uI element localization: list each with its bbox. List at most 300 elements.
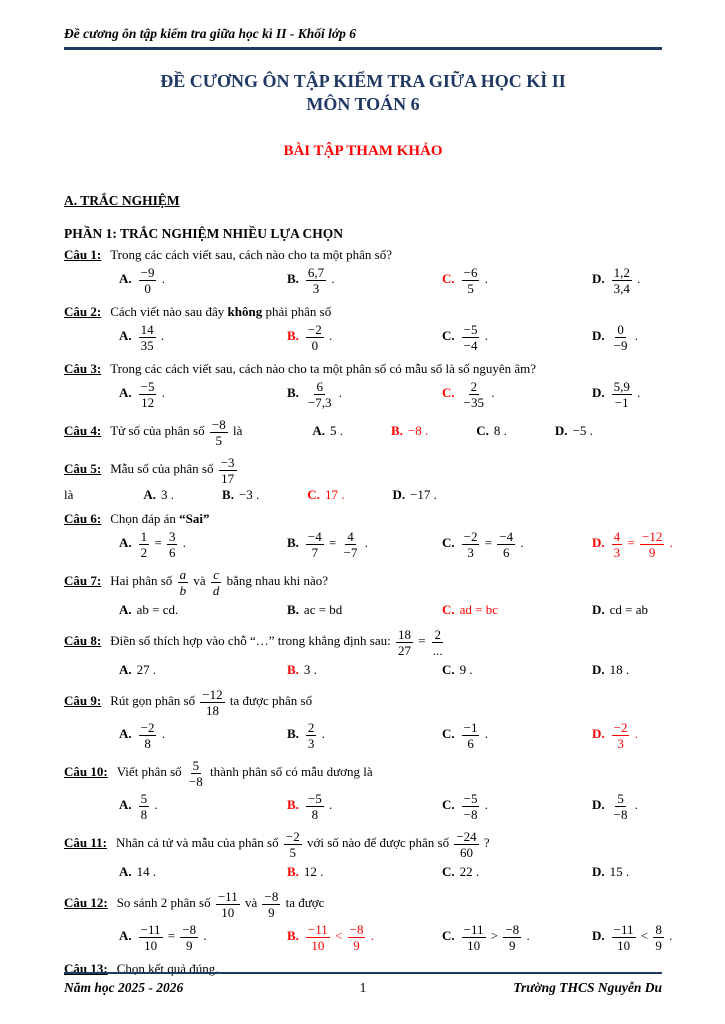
question-label: Câu 8: <box>64 633 102 649</box>
option-letter: A. <box>119 726 132 742</box>
fraction-numerator: −12 <box>202 687 223 702</box>
option-content <box>460 922 530 953</box>
fraction <box>640 530 664 559</box>
fraction-numerator: −2 <box>613 720 628 735</box>
fraction-numerator: 5 <box>140 791 148 806</box>
option-content <box>610 529 673 560</box>
text-segment: 5 . <box>330 423 343 439</box>
text-segment: = <box>415 633 429 649</box>
option-content <box>460 864 480 879</box>
text-segment: Điền số thích hợp vào chỗ “…” trong khẳng định sau: <box>110 633 394 649</box>
fraction-numerator: −11 <box>307 922 328 937</box>
options-row <box>119 265 662 296</box>
text-segment: . <box>487 385 495 401</box>
fraction-denominator: 60 <box>460 845 473 860</box>
question-line <box>64 889 662 920</box>
option-letter: C. <box>442 662 455 677</box>
text-segment: . <box>158 726 165 742</box>
question-line <box>64 567 662 598</box>
fraction-numerator: 6 <box>316 379 323 394</box>
fraction <box>139 530 150 559</box>
fraction-denominator: 9 <box>509 938 516 953</box>
fraction <box>306 266 326 295</box>
option-a <box>119 662 287 678</box>
option-content <box>325 487 345 502</box>
option-content <box>137 922 207 953</box>
doc-subtitle: BÀI TẬP THAM KHẢO <box>283 143 443 159</box>
question-prompt <box>110 304 331 319</box>
fraction <box>211 568 222 597</box>
option-b <box>287 322 442 353</box>
fraction-numerator: −4 <box>499 529 514 544</box>
option-d <box>592 322 662 353</box>
option-a <box>312 423 343 438</box>
text-segment: 3 . <box>303 662 317 677</box>
text-segment: 17 . <box>324 487 345 502</box>
fraction-numerator: 18 <box>398 627 411 642</box>
question-prompt <box>115 829 490 860</box>
text-segment: . <box>151 797 158 813</box>
fraction-denominator: d <box>212 583 220 598</box>
option-letter: B. <box>287 928 299 944</box>
option-d <box>592 720 662 751</box>
fraction-denominator: −8 <box>188 774 203 789</box>
option-b <box>287 791 442 822</box>
text-segment: “Sai” <box>179 511 210 526</box>
option-c <box>442 322 592 353</box>
text-segment: thành phân số có mẫu dương là <box>206 764 373 780</box>
fraction <box>139 792 150 821</box>
doc-title-line2: MÔN TOÁN 6 <box>306 94 420 114</box>
text-segment: = <box>164 928 179 944</box>
fraction <box>178 568 189 597</box>
text-segment: 27 . <box>136 662 157 677</box>
fraction-numerator: −1 <box>463 720 478 735</box>
fraction-numerator: −12 <box>641 529 663 544</box>
fraction-denominator: −7 <box>343 545 358 560</box>
option-content <box>304 529 368 560</box>
text-segment: 9 . <box>459 662 473 677</box>
text-segment: phải phân số <box>262 304 332 319</box>
fraction-denominator: −35 <box>463 395 484 410</box>
fraction-numerator: 5,9 <box>613 379 630 394</box>
option-b <box>287 720 442 751</box>
option-content <box>137 720 165 751</box>
text-segment: Chọn đáp án <box>110 511 180 526</box>
fraction <box>462 721 480 750</box>
question-label: Câu 10: <box>64 764 108 780</box>
option-content <box>610 265 641 296</box>
text-segment: . <box>367 928 374 944</box>
option-letter: A. <box>119 662 132 677</box>
fraction-numerator: 1 <box>140 529 148 544</box>
text-segment: . <box>157 328 165 344</box>
options-row <box>119 660 662 680</box>
doc-title-line1: ĐỀ CƯƠNG ÔN TẬP KIỂM TRA GIỮA HỌC KÌ II <box>160 71 566 91</box>
option-c <box>442 602 592 618</box>
fraction <box>462 792 480 821</box>
option-content <box>304 791 333 822</box>
fraction-numerator: −24 <box>456 829 477 844</box>
fraction-denominator: 0 <box>311 338 319 353</box>
fraction-numerator: −4 <box>307 529 322 544</box>
question-prompt <box>110 417 243 448</box>
option-d <box>592 662 662 678</box>
text-segment: là <box>229 423 243 439</box>
page-footer <box>64 972 662 996</box>
fraction-denominator: b <box>179 583 187 598</box>
fraction-denominator: 9 <box>655 938 662 953</box>
option-c <box>442 720 592 751</box>
text-segment: cd = ab <box>609 602 649 617</box>
fraction-numerator: −11 <box>463 922 484 937</box>
option-content <box>304 864 324 879</box>
fraction <box>612 530 623 559</box>
option-c <box>442 864 592 880</box>
option-content <box>460 322 488 353</box>
option-a <box>119 864 287 880</box>
fraction-numerator: 8 <box>655 922 662 937</box>
option-content <box>137 602 179 617</box>
fraction <box>612 923 636 952</box>
question-1 <box>64 246 662 296</box>
footer-school-name: Trường THCS Nguyễn Du <box>513 980 662 995</box>
option-a <box>119 529 287 560</box>
option-content <box>460 662 473 677</box>
fraction-numerator: −8 <box>505 922 520 937</box>
question-line <box>64 360 662 377</box>
text-segment: ad = bc <box>459 602 499 617</box>
text-segment: So sánh 2 phân số <box>116 895 214 911</box>
question-label: Câu 4: <box>64 423 102 439</box>
option-letter: C. <box>442 385 455 401</box>
fraction-numerator: 4 <box>613 529 621 544</box>
fraction-denominator: −7,3 <box>307 395 332 410</box>
option-letter: A. <box>119 271 132 287</box>
text-segment: Hai phân số <box>110 573 176 589</box>
fraction <box>167 530 178 559</box>
text-segment: . <box>481 328 488 344</box>
text-segment: . <box>158 271 165 287</box>
fraction-numerator: 4 <box>347 529 354 544</box>
option-content <box>610 864 630 879</box>
option-letter: A. <box>143 487 157 502</box>
option-content <box>460 265 488 296</box>
fraction-denominator: 8 <box>140 807 148 822</box>
fraction-denominator: ... <box>432 643 443 658</box>
fraction-denominator: 6 <box>168 545 176 560</box>
option-letter: B. <box>287 271 299 287</box>
option-letter: B. <box>287 662 299 677</box>
option-content <box>304 720 325 751</box>
option-content <box>610 922 673 953</box>
fraction <box>348 923 366 952</box>
fraction-denominator: 35 <box>140 338 154 353</box>
question-8 <box>64 627 662 680</box>
text-segment: với số nào để được phân số <box>303 835 453 851</box>
question-prompt <box>116 889 325 920</box>
fraction-numerator: a <box>179 567 187 582</box>
options-row <box>119 379 662 410</box>
text-segment: = <box>151 535 165 551</box>
fraction-numerator: −8 <box>264 889 279 904</box>
text-segment: . <box>361 535 368 551</box>
option-letter: C. <box>442 328 455 344</box>
option-content <box>330 423 343 438</box>
text-segment: ac = bd <box>303 602 343 617</box>
fraction <box>306 323 324 352</box>
option-letter: D. <box>592 928 605 944</box>
fraction-denominator: 10 <box>467 938 481 953</box>
options-row <box>119 862 662 882</box>
fraction <box>284 830 302 859</box>
option-content <box>137 662 157 677</box>
option-letter: A. <box>119 797 132 813</box>
fraction-denominator: 8 <box>144 736 151 751</box>
option-content <box>137 379 165 410</box>
option-a <box>119 720 287 751</box>
fraction <box>180 923 198 952</box>
fraction <box>216 890 240 919</box>
option-c <box>476 423 507 438</box>
text-segment: Tử số của phân số <box>110 423 208 439</box>
text-segment: −5 . <box>572 423 593 439</box>
fraction-numerator: −2 <box>140 720 155 735</box>
option-a <box>119 602 287 618</box>
fraction-numerator: 5 <box>192 758 200 773</box>
fraction-numerator: −2 <box>463 529 478 544</box>
option-content <box>610 602 648 617</box>
text-segment: bằng nhau khi nào? <box>223 573 329 589</box>
fraction-denominator: 0 <box>144 281 151 296</box>
option-letter: D. <box>592 797 605 813</box>
option-letter: B. <box>287 726 299 742</box>
text-segment: . <box>481 797 488 813</box>
fraction-numerator: −11 <box>613 922 634 937</box>
question-prompt <box>110 247 392 262</box>
text-segment: . <box>200 928 207 944</box>
question-label: Câu 11: <box>64 835 107 851</box>
fraction-denominator: 5 <box>289 845 297 860</box>
text-segment: Rút gọn phân số <box>110 693 199 709</box>
option-content <box>610 662 630 677</box>
question-line <box>64 687 662 718</box>
question-line <box>64 417 662 448</box>
fraction <box>462 323 480 352</box>
question-line <box>64 246 662 263</box>
fraction-denominator: 10 <box>221 905 235 920</box>
question-prompt <box>110 627 446 658</box>
fraction-denominator: 5 <box>467 281 474 296</box>
fraction <box>306 721 317 750</box>
text-segment: . <box>318 726 325 742</box>
option-d <box>592 602 662 618</box>
text-segment: Cách viết nào sau đây <box>110 304 228 319</box>
option-content <box>137 322 165 353</box>
fraction <box>306 380 334 409</box>
text-segment: = <box>481 535 496 551</box>
text-segment: 15 . <box>609 864 630 879</box>
fraction <box>139 266 157 295</box>
question-label: Câu 1: <box>64 247 102 262</box>
text-segment: Viết phân số <box>116 764 185 780</box>
fraction-numerator: −9 <box>140 265 155 280</box>
fraction <box>306 923 330 952</box>
fraction <box>200 688 224 717</box>
fraction-numerator: −5 <box>140 379 155 394</box>
part1-heading: PHẦN 1: TRẮC NGHIỆM NHIỀU LỰA CHỌN <box>64 226 344 241</box>
text-segment: . <box>665 928 673 944</box>
fraction-denominator: 18 <box>206 703 219 718</box>
fraction-numerator: 2 <box>434 627 441 642</box>
fraction <box>653 923 664 952</box>
text-segment: Trong các cách viết sau, cách nào cho ta một phân số có mẫu số là số nguyên âm? <box>110 361 537 376</box>
fraction-numerator: 2 <box>470 379 478 394</box>
options-row <box>119 791 662 822</box>
option-b <box>222 487 259 502</box>
option-content <box>304 662 317 677</box>
option-content <box>137 265 165 296</box>
text-segment: −8 . <box>407 423 429 439</box>
option-d <box>592 265 662 296</box>
option-a <box>119 791 287 822</box>
option-b <box>287 864 442 880</box>
text-segment: ab = cd. <box>136 602 179 617</box>
question-line <box>64 455 662 503</box>
fraction <box>612 380 632 409</box>
text-segment: −17 . <box>410 487 437 502</box>
fraction <box>503 923 521 952</box>
fraction <box>306 530 324 559</box>
question-10 <box>64 758 662 822</box>
question-5 <box>64 455 662 503</box>
option-letter: D. <box>592 726 605 742</box>
option-content <box>460 602 498 617</box>
option-content <box>610 322 638 353</box>
text-segment: và <box>241 895 261 911</box>
text-segment: 22 . <box>459 864 480 879</box>
text-segment: ta được phân số <box>226 693 313 709</box>
option-a <box>143 487 174 502</box>
option-a <box>119 922 287 953</box>
option-b <box>287 922 442 953</box>
question-3 <box>64 360 662 410</box>
option-letter: D. <box>592 271 605 287</box>
text-segment: . <box>631 328 638 344</box>
text-segment: . <box>666 535 673 551</box>
question-12 <box>64 889 673 953</box>
option-letter: A. <box>119 864 132 879</box>
option-letter: B. <box>287 602 299 617</box>
fraction-numerator: −8 <box>182 922 197 937</box>
option-c <box>442 662 592 678</box>
fraction-denominator: 9 <box>648 545 656 560</box>
text-segment: . <box>335 385 343 401</box>
fraction <box>497 530 515 559</box>
option-letter: B. <box>287 864 299 879</box>
option-content <box>408 423 428 438</box>
fraction-numerator: −5 <box>307 791 322 806</box>
fraction-denominator: 12 <box>141 395 155 410</box>
fraction <box>431 628 445 657</box>
option-letter: C. <box>442 726 455 742</box>
fraction-denominator: 10 <box>144 938 158 953</box>
question-line <box>64 303 662 320</box>
option-content <box>304 922 374 953</box>
fraction-numerator: −6 <box>463 265 478 280</box>
fraction <box>454 830 478 859</box>
option-content <box>460 720 488 751</box>
fraction <box>612 266 632 295</box>
option-letter: D. <box>592 602 605 617</box>
fraction-numerator: 6,7 <box>307 265 325 280</box>
option-d <box>592 864 662 880</box>
question-line <box>64 510 662 527</box>
text-segment: là <box>64 487 74 502</box>
option-content <box>610 379 641 410</box>
question-7 <box>64 567 662 620</box>
questions-list <box>64 246 673 977</box>
text-segment: = <box>325 535 340 551</box>
fraction-numerator: −5 <box>463 322 478 337</box>
footer-school-year: Năm học 2025 - 2026 <box>64 980 184 995</box>
options-inline <box>143 487 485 502</box>
doc-title <box>64 70 662 116</box>
fraction-denominator: 5 <box>215 433 223 448</box>
fraction-denominator: 10 <box>311 938 325 953</box>
option-content <box>460 529 524 560</box>
option-letter: A. <box>119 328 132 344</box>
option-content <box>494 423 507 438</box>
fraction-numerator: −3 <box>220 455 235 470</box>
fraction-denominator: 7 <box>311 545 319 560</box>
fraction-denominator: 9 <box>268 905 275 920</box>
fraction <box>139 323 156 352</box>
option-content <box>304 602 342 617</box>
text-segment: = <box>624 535 638 551</box>
question-label: Câu 9: <box>64 693 102 709</box>
option-b <box>287 602 442 618</box>
option-content <box>460 379 495 410</box>
fraction <box>612 323 630 352</box>
option-letter: A. <box>312 423 325 439</box>
fraction <box>219 456 237 485</box>
text-segment: . <box>325 797 333 813</box>
fraction-denominator: −4 <box>463 338 478 353</box>
option-c <box>307 487 344 502</box>
option-content <box>610 720 638 751</box>
text-segment: 12 . <box>303 864 324 879</box>
fraction <box>139 923 163 952</box>
text-segment: . <box>631 726 638 742</box>
fraction-numerator: c <box>213 567 219 582</box>
text-segment: 18 . <box>609 662 630 677</box>
text-segment: −3 . <box>238 487 260 502</box>
text-segment: không <box>227 304 263 319</box>
option-d <box>592 529 673 560</box>
text-segment: . <box>633 385 641 401</box>
option-letter: C. <box>442 864 455 879</box>
option-letter: D. <box>592 385 605 401</box>
fraction <box>462 266 480 295</box>
fraction-numerator: 3 <box>168 529 176 544</box>
fraction <box>187 759 205 788</box>
option-letter: D. <box>592 864 605 879</box>
fraction-denominator: −8 <box>463 807 478 822</box>
option-letter: B. <box>287 535 299 551</box>
text-segment: . <box>631 797 638 813</box>
option-d <box>592 379 662 410</box>
